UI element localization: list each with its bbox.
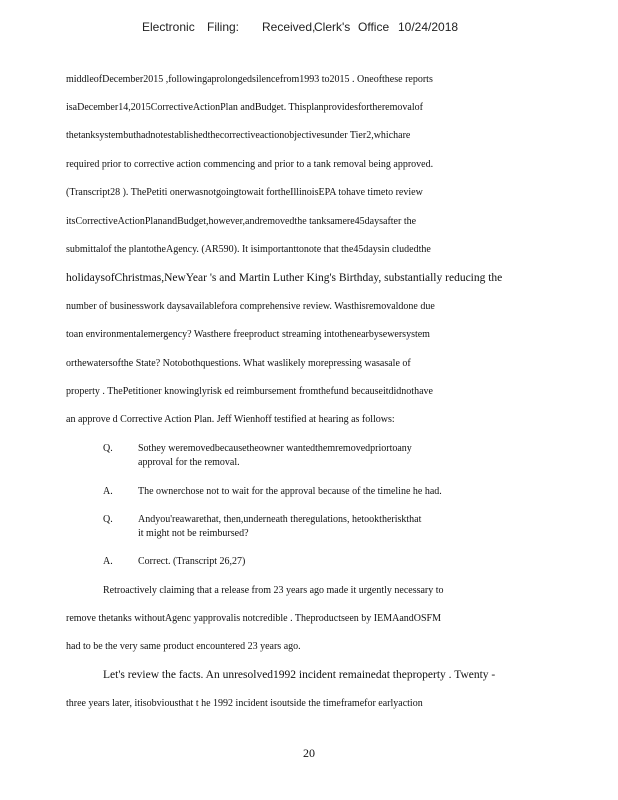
- paragraph3-line: three years later, itisobviousthat t he 1992 incident isoutside the timeframefor earlyaction: [66, 698, 423, 709]
- paragraph1-line: middleofDecember2015 ,followingaprolongedsilencefrom1993 to2015 . Oneofthese reports: [66, 74, 433, 85]
- paragraph3-line: Let's review the facts. An unresolved1992 incident remainedat theproperty . Twenty -: [103, 669, 496, 681]
- header-filing: Filing:: [207, 20, 240, 34]
- paragraph1-line: an approve d Corrective Action Plan. Jeff Wienhoff testified at hearing as follows:: [66, 414, 395, 425]
- paragraph2-line: had to be the very same product encountered 23 years ago.: [66, 641, 301, 652]
- testimony-label: A.: [103, 556, 113, 567]
- testimony-line: Correct. (Transcript 26,27): [138, 556, 246, 567]
- header-received: Received,: [262, 20, 316, 34]
- page-number: 20: [303, 746, 315, 760]
- header-electronic: Electronic: [142, 20, 195, 34]
- paragraph1-line: isaDecember14,2015CorrectiveActionPlan andBudget. Thisplanprovidesfortheremovalof: [66, 102, 423, 113]
- paragraph1-line: number of businesswork daysavailablefora comprehensive review. Wasthisremovaldone due: [66, 301, 435, 312]
- paragraph2-line: Retroactively claiming that a release from 23 years ago made it urgently necessary to: [103, 585, 444, 596]
- paragraph1-line: orthewatersofthe State? Notobothquestions. What waslikely morepressing wasasale of: [66, 358, 411, 369]
- header-clerks: Clerk's: [314, 20, 351, 34]
- testimony-line: The ownerchose not to wait for the approval because of the timeline he had.: [138, 486, 442, 497]
- testimony-line: Andyou'reawarethat, then,underneath theregulations, hetooktheriskthat: [138, 514, 422, 525]
- paragraph1-line: required prior to corrective action commencing and prior to a tank removal being approved.: [66, 159, 434, 170]
- paragraph1-line: submittalof the plantotheAgency. (AR590). It isimportanttonote that the45daysin cludedthe: [66, 244, 431, 255]
- testimony-line: Sothey weremovedbecausetheowner wantedthemremovedpriortoany: [138, 443, 412, 454]
- testimony-label: A.: [103, 486, 113, 497]
- testimony-label: Q.: [103, 443, 113, 454]
- paragraph1-line: thetanksystembuthadnotestablishedthecorrectiveactionobjectivesunder Tier2,whichare: [66, 130, 411, 141]
- paragraph1-line: (Transcript28 ). ThePetiti onerwasnotgoingtowait fortheIllinoisEPA tohave timeto review: [66, 187, 423, 198]
- paragraph1-line: holidaysofChristmas,NewYear 's and Martin Luther King's Birthday, substantially reducing the: [66, 272, 503, 284]
- paragraph2-line: remove thetanks withoutAgenc yapprovalis notcredible . Theproductseen by IEMAandOSFM: [66, 613, 442, 624]
- testimony-line: approval for the removal.: [138, 457, 240, 468]
- paragraph1-line: toan environmentalemergency? Wasthere freeproduct streaming intothenearbysewersystem: [66, 329, 430, 340]
- testimony-line: it might not be reimbursed?: [138, 528, 249, 539]
- header-office: Office: [358, 20, 390, 34]
- paragraph1-line: itsCorrectiveActionPlanandBudget,however,andremovedthe tanksamere45daysafter the: [66, 216, 417, 227]
- paragraph1-line: property . ThePetitioner knowinglyrisk ed reimbursement fromthefund becauseitdidnothave: [66, 386, 433, 397]
- header-date: 10/24/2018: [398, 20, 459, 34]
- testimony-label: Q.: [103, 514, 113, 525]
